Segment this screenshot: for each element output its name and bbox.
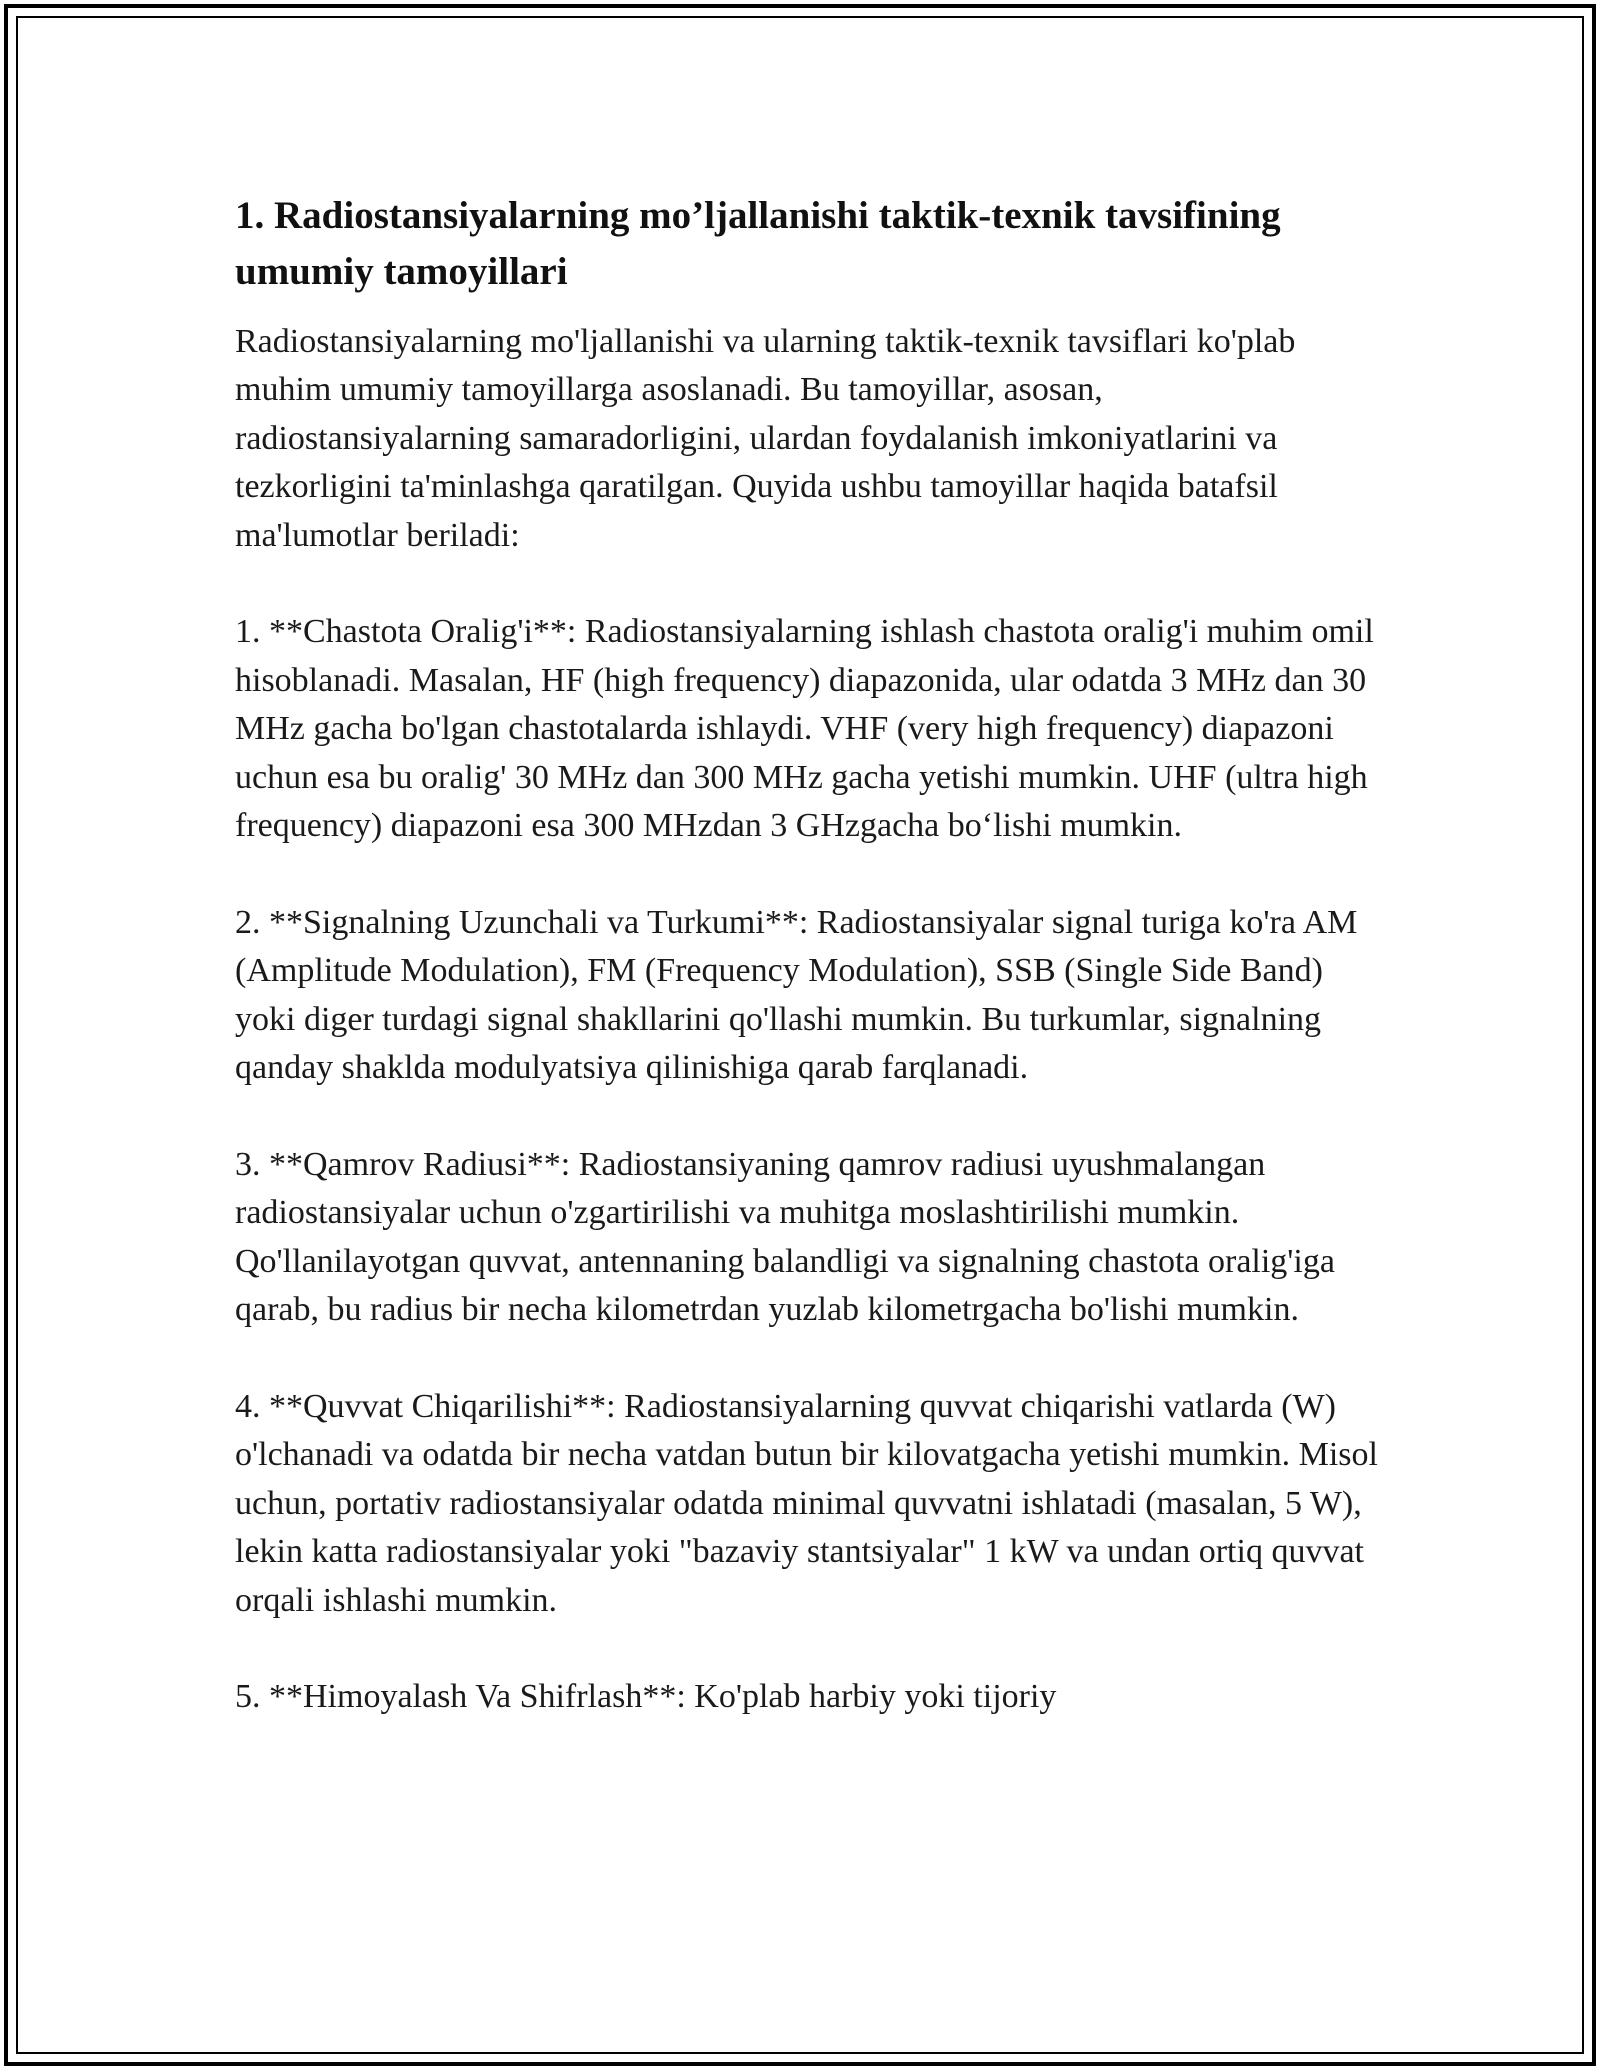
list-item: 2. **Signalning Uzunchali va Turkumi**: Radiostansiyalar signal turiga ko'ra AM (Amplitude Modulation), FM (Frequency Modulation), SSB (Single Side Band) yoki diger turdagi signal shakllarini qo'llashi mumkin. Bu turkumlar, signalning qanday shaklda modulyatsiya qilinishiga qarab farqlanadi. bbox=[235, 903, 1358, 1087]
list-item: 4. **Quvvat Chiqarilishi**: Radiostansiyalarning quvvat chiqarishi vatlarda (W) o'lchanadi va odatda bir necha vatdan butun bir kilovatgacha yetishi mumkin. Misol uchun, portativ radiostansiyalar odatda minimal quvvatni ishlatadi (masalan, 5 W), lekin katta radiostansiyalar yoki "bazaviy stantsiyalar" 1 kW va undan ortiq quvvat orqali ishlashi mumkin. bbox=[235, 1387, 1378, 1619]
list-item: 5. **Himoyalash Va Shifrlash**: Ko'plab harbiy yoki tijoriy bbox=[235, 1678, 1057, 1716]
section-heading: 1. Radiostansiyalarning mo’ljallanishi taktik-texnik tavsifining umumiy tamoyillari bbox=[235, 194, 1281, 293]
intro-paragraph: Radiostansiyalarning mo'ljallanishi va ularning taktik-texnik tavsiflari ko'plab muhim umumiy tamoyillarga asoslanadi. Bu tamoyillar, asosan, radiostansiyalarning samaradorligini, ulardan foydalanish imkoniyatlarini va tezkorligini ta'minlashga qaratilgan. Quyida ushbu tamoyillar haqida batafsil ma'lumotlar beriladi: bbox=[235, 323, 1296, 554]
list-item: 1. **Chastota Oralig'i**: Radiostansiyalarning ishlash chastota oralig'i muhim omil hisoblanadi. Masalan, HF (high frequency) diapazonida, ular odatda 3 MHz dan 30 MHz gacha bo'lgan chastotalarda ishlaydi. VHF (very high frequency) diapazoni uchun esa bu oralig' 30 MHz dan 300 MHz gacha yetishi mumkin. UHF (ultra high frequency) diapazoni esa 300 MHzdan 3 GHzgacha bo‘lishi mumkin. bbox=[235, 613, 1374, 845]
document-body bbox=[235, 188, 1385, 1770]
list-item: 3. **Qamrov Radiusi**: Radiostansiyaning qamrov radiusi uyushmalangan radiostansiyalar uchun o'zgartirilishi va muhitga moslashtirilishi mumkin. Qo'llanilayotgan quvvat, antennaning balandligi va signalning chastota oralig'iga qarab, bu radius bir necha kilometrdan yuzlab kilometrgacha bo'lishi mumkin. bbox=[235, 1145, 1335, 1329]
